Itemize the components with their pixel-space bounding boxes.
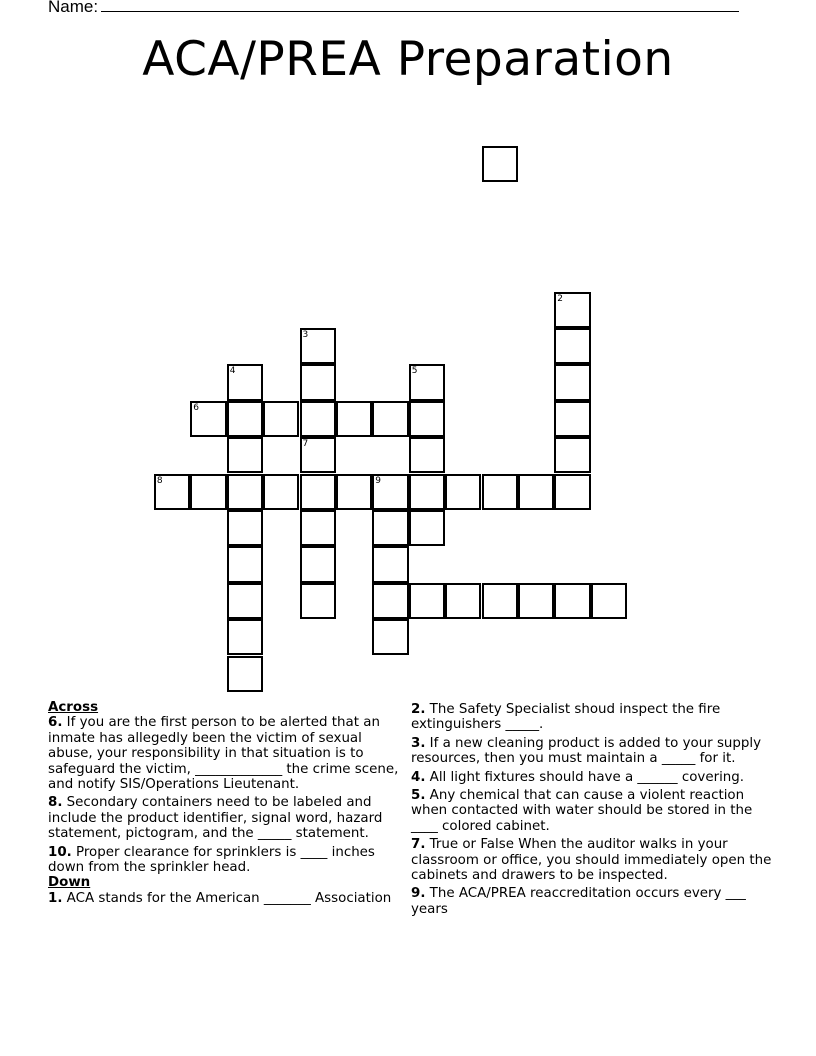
crossword-cell xyxy=(300,364,336,400)
crossword-cell xyxy=(227,619,263,655)
crossword-cell xyxy=(409,364,445,400)
crossword-cell xyxy=(336,474,372,510)
crossword-cell xyxy=(227,364,263,400)
crossword-cell xyxy=(482,146,518,182)
clue-down-9 xyxy=(411,886,773,917)
clue-down-1 xyxy=(48,891,400,906)
clue-number: 6. xyxy=(48,715,63,731)
crossword-cell xyxy=(554,364,590,400)
clue-text: The Safety Specialist shoud inspect the fire extinguishers _____. xyxy=(411,702,721,733)
crossword-cell xyxy=(227,401,263,437)
clue-down-2 xyxy=(411,702,773,733)
clue-number-label: 8 xyxy=(156,475,163,486)
clue-number: 2. xyxy=(411,702,426,717)
crossword-cell xyxy=(554,401,590,437)
clue-number-label: 2 xyxy=(557,293,564,304)
clue-text: Secondary containers need to be labeled and include the product identifier, signal word, hazard statement, pictogram, and the _____ statement. xyxy=(48,795,383,842)
clue-down-4 xyxy=(411,770,773,785)
crossword-cell xyxy=(154,474,190,510)
crossword-cell xyxy=(300,437,336,473)
clue-number: 5. xyxy=(411,788,426,804)
clue-number: 4. xyxy=(411,769,426,785)
crossword-cell xyxy=(300,474,336,510)
crossword-cell xyxy=(409,510,445,546)
crossword-cell xyxy=(263,401,299,437)
crossword-cell xyxy=(227,546,263,582)
crossword-cell xyxy=(554,474,590,510)
clue-text: The ACA/PREA reaccreditation occurs every ___ years xyxy=(411,886,746,917)
clue-text: Proper clearance for sprinklers is ____ inches down from the sprinkler head. xyxy=(48,844,375,876)
crossword-cell xyxy=(554,583,590,619)
clue-number-label: 7 xyxy=(302,439,309,450)
clues-column-left xyxy=(48,700,400,909)
clue-number: 7. xyxy=(411,837,426,853)
clue-number-label: 5 xyxy=(411,366,418,377)
clue-number: 3. xyxy=(411,735,426,751)
clue-number-label: 3 xyxy=(302,329,309,340)
crossword-cell xyxy=(372,546,408,582)
clue-across-6 xyxy=(48,715,400,792)
crossword-cell xyxy=(409,474,445,510)
clue-down-3 xyxy=(411,736,773,767)
clue-down-7 xyxy=(411,837,773,883)
clue-text: True or False When the auditor walks in your classroom or office, you should immediately open the cabinets and drawers to be inspected. xyxy=(411,837,772,884)
crossword-cell xyxy=(445,583,481,619)
clue-number: 8. xyxy=(48,795,63,811)
name-label: Name: xyxy=(48,0,99,16)
clue-number-label: 4 xyxy=(229,366,236,377)
crossword-cell xyxy=(409,401,445,437)
crossword-cell xyxy=(300,510,336,546)
clue-down-5 xyxy=(411,788,773,834)
crossword-cell xyxy=(518,583,554,619)
crossword-cell xyxy=(372,583,408,619)
clue-text: Any chemical that can cause a violent reaction when contacted with water should be stored in the ____ colored cabinet. xyxy=(411,788,753,834)
clue-across-8 xyxy=(48,795,400,841)
crossword-cell xyxy=(227,656,263,692)
crossword-cell xyxy=(300,401,336,437)
crossword-cell xyxy=(409,583,445,619)
across-heading: Across xyxy=(48,700,99,715)
clue-number: 1. xyxy=(48,890,63,906)
crossword-cell xyxy=(482,583,518,619)
crossword-cell xyxy=(227,510,263,546)
clue-number-label: 6 xyxy=(193,402,200,413)
clue-text: If a new cleaning product is added to your supply resources, then you must maintain a _____ for it. xyxy=(411,735,762,767)
crossword-cell xyxy=(300,328,336,364)
crossword-cell xyxy=(518,474,554,510)
crossword-cell xyxy=(227,583,263,619)
crossword-cell xyxy=(445,474,481,510)
crossword-cell xyxy=(591,583,627,619)
crossword-cell xyxy=(300,583,336,619)
crossword-cell xyxy=(554,292,590,328)
clues-column-right xyxy=(411,700,773,920)
crossword-cell xyxy=(372,401,408,437)
crossword-cell xyxy=(263,474,299,510)
crossword-cell xyxy=(554,328,590,364)
clue-text: ACA stands for the American _______ Association xyxy=(66,890,392,906)
clue-number-label: 9 xyxy=(375,475,382,486)
clue-across-10 xyxy=(48,845,400,876)
down-heading: Down xyxy=(48,875,91,891)
crossword-cell xyxy=(482,474,518,510)
crossword-cell xyxy=(227,474,263,510)
clue-text: All light fixtures should have a ______ covering. xyxy=(429,769,745,785)
crossword-cell xyxy=(300,546,336,582)
crossword-cell xyxy=(190,474,226,510)
crossword-cell xyxy=(336,401,372,437)
crossword-cell xyxy=(409,437,445,473)
clue-text: If you are the first person to be alerted that an inmate has allegedly been the victim of sexual abuse, your responsibility in that situation is to safeguard the victim, _____________ the crime scene, and notify SIS/Operations Lieutenant. xyxy=(48,715,399,793)
page-title: ACA/PREA Preparation xyxy=(142,32,674,87)
crossword-cell xyxy=(554,437,590,473)
clue-number: 10. xyxy=(48,844,72,860)
crossword-cell xyxy=(190,401,226,437)
crossword-cell xyxy=(372,619,408,655)
clue-number: 9. xyxy=(411,886,426,902)
crossword-cell xyxy=(372,510,408,546)
crossword-cell xyxy=(227,437,263,473)
crossword-cell xyxy=(372,474,408,510)
